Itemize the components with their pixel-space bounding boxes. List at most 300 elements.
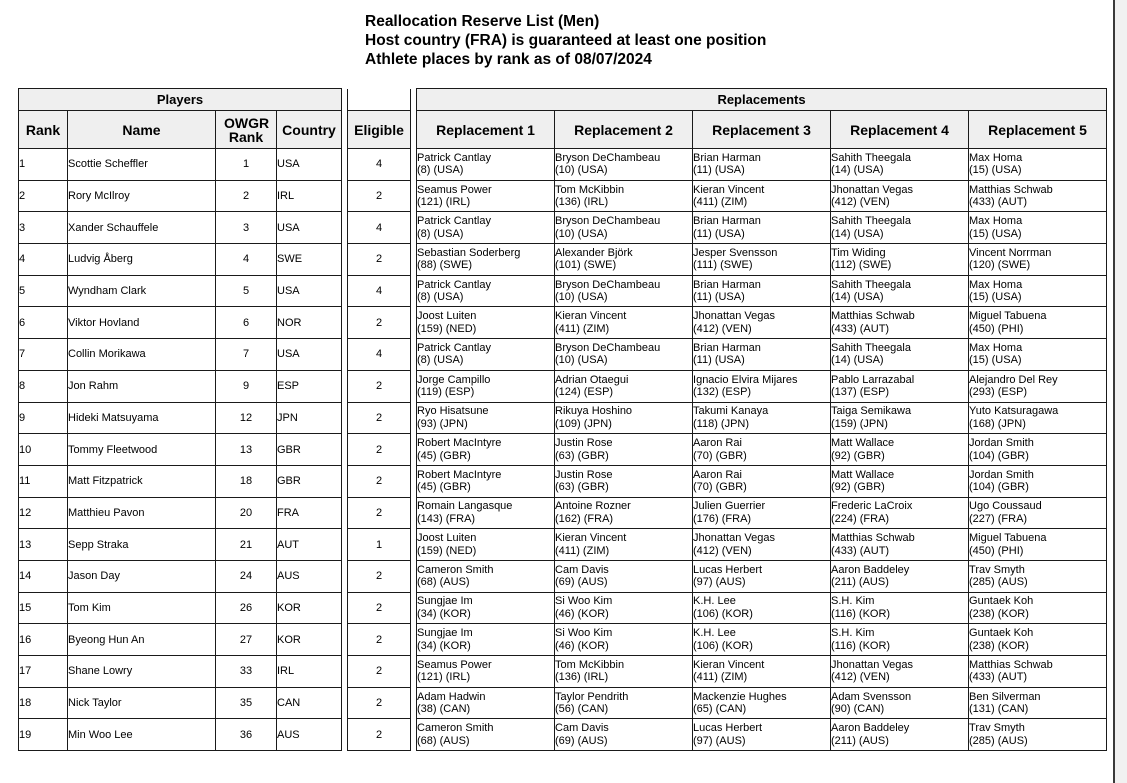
rank-cell: 8 xyxy=(19,370,68,402)
replacement-3-cell xyxy=(693,244,831,276)
replacement-5-cell xyxy=(969,719,1107,751)
replacement-name: Kieran Vincent xyxy=(693,183,765,196)
title-line-2: Host country (FRA) is guaranteed at least one position xyxy=(365,32,767,49)
replacement-rank-country: (227) (FRA) xyxy=(969,512,1028,525)
replacement-3-cell xyxy=(693,465,831,497)
replacement-5-cell xyxy=(969,212,1107,244)
title-line-3: Athlete places by rank as of 08/07/2024 xyxy=(365,51,652,68)
replacement-name: Jhonattan Vegas xyxy=(831,183,913,196)
owgr-cell: 5 xyxy=(216,275,277,307)
player-name-cell: Byeong Hun An xyxy=(68,624,216,656)
replacement-2-cell xyxy=(555,370,693,402)
replacement-name: Rikuya Hoshino xyxy=(555,405,633,418)
replacement-name: Bryson DeChambeau xyxy=(555,341,661,354)
replacement-rank-country: (65) (CAN) xyxy=(693,703,747,716)
country-cell: USA xyxy=(277,212,342,244)
replacement-rank-country: (38) (CAN) xyxy=(417,703,471,716)
replacement-name: Takumi Kanaya xyxy=(693,405,769,418)
replacement-1-cell xyxy=(417,719,555,751)
replacement-rank-country: (14) (USA) xyxy=(831,227,884,240)
replacement-rank-country: (63) (GBR) xyxy=(555,481,609,494)
owgr-cell: 7 xyxy=(216,339,277,371)
replacement-rank-country: (211) (AUS) xyxy=(831,576,889,589)
replacement-rank-country: (15) (USA) xyxy=(969,164,1022,177)
replacement-name: Kieran Vincent xyxy=(555,532,627,545)
replacement-name: Miguel Tabuena xyxy=(969,310,1047,323)
replacement-2-cell xyxy=(555,656,693,688)
replacement-name: Taiga Semikawa xyxy=(831,405,912,418)
eligible-cell: 2 xyxy=(348,402,411,434)
owgr-cell: 20 xyxy=(216,497,277,529)
replacement-4-cell xyxy=(831,434,969,466)
country-cell: FRA xyxy=(277,497,342,529)
player-name-cell: Matt Fitzpatrick xyxy=(68,465,216,497)
replacement-5-cell xyxy=(969,529,1107,561)
country-cell: AUT xyxy=(277,529,342,561)
replacement-1-cell xyxy=(417,497,555,529)
replacement-name: Guntaek Koh xyxy=(969,627,1034,640)
player-name-cell: Matthieu Pavon xyxy=(68,497,216,529)
replacement-name: Seamus Power xyxy=(417,183,492,196)
country-cell: AUS xyxy=(277,719,342,751)
replacement-rank-country: (136) (IRL) xyxy=(555,196,609,209)
replacement-1-cell xyxy=(417,624,555,656)
rank-cell: 17 xyxy=(19,656,68,688)
replacement-name: Brian Harman xyxy=(693,215,761,228)
table-row xyxy=(19,560,1107,592)
replacement-5-cell xyxy=(969,434,1107,466)
replacement-name: Ben Silverman xyxy=(969,690,1041,703)
replacement-name: Adrian Otaegui xyxy=(555,373,629,386)
owgr-header: OWGR Rank xyxy=(216,111,277,149)
replacement-name: Lucas Herbert xyxy=(693,722,763,735)
replacement-rank-country: (11) (USA) xyxy=(693,227,745,240)
replacement-rank-country: (162) (FRA) xyxy=(555,512,614,525)
replacement-rank-country: (121) (IRL) xyxy=(417,671,471,684)
replacement-4-cell xyxy=(831,497,969,529)
country-cell: USA xyxy=(277,339,342,371)
table-row xyxy=(19,244,1107,276)
replacement-1-cell xyxy=(417,434,555,466)
replacement-rank-country: (121) (IRL) xyxy=(417,196,471,209)
replacement-name: Ryo Hisatsune xyxy=(417,405,489,418)
country-cell: CAN xyxy=(277,687,342,719)
replacement-2-cell xyxy=(555,719,693,751)
replacement-rank-country: (11) (USA) xyxy=(693,291,745,304)
replacement-rank-country: (70) (GBR) xyxy=(693,481,747,494)
replacement-name: Aaron Baddeley xyxy=(831,563,910,576)
replacement-2-cell xyxy=(555,529,693,561)
replacement-name: Jhonattan Vegas xyxy=(831,658,913,671)
replacement-1-cell xyxy=(417,592,555,624)
replacement-name: S.H. Kim xyxy=(831,595,875,608)
replacement-name: Kieran Vincent xyxy=(555,310,627,323)
player-name-cell: Jon Rahm xyxy=(68,370,216,402)
replacement-2-cell xyxy=(555,465,693,497)
replacement-name: K.H. Lee xyxy=(693,595,736,608)
replacement-4-cell xyxy=(831,212,969,244)
rank-cell: 5 xyxy=(19,275,68,307)
rank-cell: 14 xyxy=(19,560,68,592)
replacement-name: Vincent Norrman xyxy=(969,246,1052,259)
country-cell: AUS xyxy=(277,560,342,592)
table-row xyxy=(19,275,1107,307)
rank-header: Rank xyxy=(19,111,68,149)
replacement-rank-country: (411) (ZIM) xyxy=(693,196,748,209)
eligible-cell: 2 xyxy=(348,307,411,339)
country-cell: USA xyxy=(277,149,342,181)
rank-cell: 6 xyxy=(19,307,68,339)
eligible-cell: 2 xyxy=(348,370,411,402)
replacement-4-cell xyxy=(831,339,969,371)
replacement-rank-country: (92) (GBR) xyxy=(831,449,885,462)
owgr-cell: 36 xyxy=(216,719,277,751)
replacement-rank-country: (433) (AUT) xyxy=(969,196,1028,209)
replacement-4-cell xyxy=(831,307,969,339)
replacement-name: Matt Wallace xyxy=(831,468,895,481)
replacement-rank-country: (412) (VEN) xyxy=(693,322,752,335)
eligible-cell: 2 xyxy=(348,434,411,466)
replacement-name: Aaron Rai xyxy=(693,437,742,450)
document-title xyxy=(365,12,766,69)
replacement-rank-country: (46) (KOR) xyxy=(555,639,609,652)
replacement-rank-country: (116) (KOR) xyxy=(831,607,891,620)
replacement-3-header: Replacement 3 xyxy=(693,111,831,149)
rank-cell: 10 xyxy=(19,434,68,466)
eligible-cell: 2 xyxy=(348,560,411,592)
replacement-rank-country: (46) (KOR) xyxy=(555,607,609,620)
replacement-name: Alexander Björk xyxy=(555,246,633,259)
replacement-1-cell xyxy=(417,402,555,434)
replacement-name: Brian Harman xyxy=(693,278,761,291)
eligible-cell: 2 xyxy=(348,592,411,624)
replacement-5-cell xyxy=(969,307,1107,339)
replacement-name: Max Homa xyxy=(969,341,1023,354)
replacement-rank-country: (104) (GBR) xyxy=(969,449,1029,462)
replacement-name: Trav Smyth xyxy=(969,722,1025,735)
title-line-1: Reallocation Reserve List (Men) xyxy=(365,13,600,30)
replacement-rank-country: (97) (AUS) xyxy=(693,576,746,589)
eligible-cell: 2 xyxy=(348,719,411,751)
replacement-rank-country: (159) (JPN) xyxy=(831,417,888,430)
player-name-cell: Viktor Hovland xyxy=(68,307,216,339)
eligible-cell: 2 xyxy=(348,497,411,529)
replacement-rank-country: (411) (ZIM) xyxy=(555,322,610,335)
replacement-2-cell xyxy=(555,275,693,307)
eligible-cell: 2 xyxy=(348,624,411,656)
name-header: Name xyxy=(68,111,216,149)
rank-cell: 7 xyxy=(19,339,68,371)
replacement-2-cell xyxy=(555,402,693,434)
replacement-5-cell xyxy=(969,339,1107,371)
replacement-4-cell xyxy=(831,149,969,181)
replacement-name: Cam Davis xyxy=(555,563,609,576)
replacement-rank-country: (8) (USA) xyxy=(417,354,464,367)
replacement-name: Max Homa xyxy=(969,278,1023,291)
country-cell: NOR xyxy=(277,307,342,339)
rank-cell: 13 xyxy=(19,529,68,561)
replacement-rank-country: (433) (AUT) xyxy=(969,671,1028,684)
country-cell: ESP xyxy=(277,370,342,402)
replacement-rank-country: (136) (IRL) xyxy=(555,671,609,684)
replacement-5-cell xyxy=(969,687,1107,719)
player-name-cell: Min Woo Lee xyxy=(68,719,216,751)
replacement-name: Patrick Cantlay xyxy=(417,278,491,291)
replacement-name: Sahith Theegala xyxy=(831,151,911,164)
replacement-rank-country: (238) (KOR) xyxy=(969,639,1029,652)
replacement-1-cell xyxy=(417,465,555,497)
player-name-cell: Ludvig Åberg xyxy=(68,244,216,276)
owgr-cell: 2 xyxy=(216,180,277,212)
replacement-3-cell xyxy=(693,624,831,656)
rank-cell: 16 xyxy=(19,624,68,656)
replacement-2-header: Replacement 2 xyxy=(555,111,693,149)
replacement-name: Brian Harman xyxy=(693,341,761,354)
eligible-cell: 4 xyxy=(348,212,411,244)
replacement-name: Si Woo Kim xyxy=(555,627,613,640)
player-name-cell: Hideki Matsuyama xyxy=(68,402,216,434)
replacement-name: Seamus Power xyxy=(417,658,492,671)
owgr-cell: 6 xyxy=(216,307,277,339)
replacement-name: Aaron Rai xyxy=(693,468,742,481)
replacement-rank-country: (10) (USA) xyxy=(555,164,608,177)
replacement-2-cell xyxy=(555,434,693,466)
replacement-rank-country: (137) (ESP) xyxy=(831,386,890,399)
owgr-cell: 12 xyxy=(216,402,277,434)
replacement-4-cell xyxy=(831,275,969,307)
replacement-rank-country: (88) (SWE) xyxy=(417,259,473,272)
replacement-rank-country: (118) (JPN) xyxy=(693,417,750,430)
table-row xyxy=(19,370,1107,402)
player-name-cell: Shane Lowry xyxy=(68,656,216,688)
replacement-3-cell xyxy=(693,275,831,307)
replacement-name: Lucas Herbert xyxy=(693,563,763,576)
replacement-2-cell xyxy=(555,339,693,371)
replacement-3-cell xyxy=(693,497,831,529)
table-row xyxy=(19,529,1107,561)
replacement-5-cell xyxy=(969,370,1107,402)
replacement-4-cell xyxy=(831,624,969,656)
owgr-cell: 26 xyxy=(216,592,277,624)
eligible-cell: 2 xyxy=(348,465,411,497)
replacement-rank-country: (101) (SWE) xyxy=(555,259,617,272)
replacement-2-cell xyxy=(555,307,693,339)
replacement-1-header: Replacement 1 xyxy=(417,111,555,149)
replacement-name: Max Homa xyxy=(969,151,1023,164)
eligible-header: Eligible xyxy=(348,111,411,149)
replacement-4-header: Replacement 4 xyxy=(831,111,969,149)
replacement-3-cell xyxy=(693,402,831,434)
replacement-name: Jordan Smith xyxy=(969,468,1034,481)
replacement-rank-country: (11) (USA) xyxy=(693,164,745,177)
replacement-name: Sebastian Soderberg xyxy=(417,246,521,259)
replacement-2-cell xyxy=(555,687,693,719)
table-row xyxy=(19,465,1107,497)
replacement-rank-country: (97) (AUS) xyxy=(693,734,746,747)
replacement-1-cell xyxy=(417,149,555,181)
replacement-1-cell xyxy=(417,339,555,371)
replacement-name: Ugo Coussaud xyxy=(969,500,1042,513)
owgr-cell: 33 xyxy=(216,656,277,688)
player-name-cell: Tom Kim xyxy=(68,592,216,624)
replacement-2-cell xyxy=(555,624,693,656)
reserve-list-table xyxy=(18,88,1107,751)
table-row xyxy=(19,434,1107,466)
player-name-cell: Sepp Straka xyxy=(68,529,216,561)
replacement-3-cell xyxy=(693,370,831,402)
table-row xyxy=(19,212,1107,244)
replacement-name: Taylor Pendrith xyxy=(555,690,629,703)
replacement-name: Matt Wallace xyxy=(831,437,895,450)
replacement-3-cell xyxy=(693,212,831,244)
country-cell: USA xyxy=(277,275,342,307)
replacement-5-cell xyxy=(969,244,1107,276)
replacement-rank-country: (119) (ESP) xyxy=(417,386,475,399)
replacement-name: Sahith Theegala xyxy=(831,278,911,291)
table-row xyxy=(19,149,1107,181)
country-cell: JPN xyxy=(277,402,342,434)
player-name-cell: Collin Morikawa xyxy=(68,339,216,371)
replacement-4-cell xyxy=(831,560,969,592)
replacement-2-cell xyxy=(555,244,693,276)
replacement-rank-country: (14) (USA) xyxy=(831,354,884,367)
replacement-4-cell xyxy=(831,180,969,212)
replacement-3-cell xyxy=(693,149,831,181)
table-row xyxy=(19,592,1107,624)
replacement-4-cell xyxy=(831,370,969,402)
replacement-rank-country: (69) (AUS) xyxy=(555,734,608,747)
rank-cell: 3 xyxy=(19,212,68,244)
replacement-name: Si Woo Kim xyxy=(555,595,613,608)
replacement-5-cell xyxy=(969,465,1107,497)
replacement-rank-country: (176) (FRA) xyxy=(693,512,752,525)
eligible-cell: 4 xyxy=(348,149,411,181)
replacement-rank-country: (8) (USA) xyxy=(417,227,464,240)
replacement-2-cell xyxy=(555,149,693,181)
replacement-name: Julien Guerrier xyxy=(693,500,766,513)
replacement-5-cell xyxy=(969,592,1107,624)
replacement-5-cell xyxy=(969,402,1107,434)
country-cell: KOR xyxy=(277,592,342,624)
replacement-rank-country: (238) (KOR) xyxy=(969,607,1029,620)
replacement-1-cell xyxy=(417,529,555,561)
replacement-rank-country: (11) (USA) xyxy=(693,354,745,367)
replacement-name: Matthias Schwab xyxy=(969,658,1053,671)
replacement-rank-country: (116) (KOR) xyxy=(831,639,891,652)
rank-cell: 4 xyxy=(19,244,68,276)
replacement-1-cell xyxy=(417,275,555,307)
replacement-rank-country: (433) (AUT) xyxy=(831,544,890,557)
replacement-rank-country: (411) (ZIM) xyxy=(693,671,748,684)
replacement-4-cell xyxy=(831,687,969,719)
replacement-1-cell xyxy=(417,180,555,212)
table-row xyxy=(19,307,1107,339)
replacement-rank-country: (293) (ESP) xyxy=(969,386,1028,399)
replacement-name: Patrick Cantlay xyxy=(417,215,491,228)
replacement-name: Joost Luiten xyxy=(417,310,477,323)
replacement-1-cell xyxy=(417,212,555,244)
replacement-rank-country: (63) (GBR) xyxy=(555,449,609,462)
players-group-header: Players xyxy=(19,89,342,111)
player-name-cell: Nick Taylor xyxy=(68,687,216,719)
replacement-rank-country: (14) (USA) xyxy=(831,291,884,304)
replacement-1-cell xyxy=(417,244,555,276)
replacement-rank-country: (15) (USA) xyxy=(969,227,1022,240)
replacement-name: Cam Davis xyxy=(555,722,609,735)
replacement-name: Sungjae Im xyxy=(417,627,473,640)
rank-cell: 15 xyxy=(19,592,68,624)
replacement-rank-country: (68) (AUS) xyxy=(417,734,470,747)
replacement-rank-country: (106) (KOR) xyxy=(693,607,753,620)
table-row xyxy=(19,339,1107,371)
replacement-1-cell xyxy=(417,560,555,592)
player-name-cell: Scottie Scheffler xyxy=(68,149,216,181)
table-row xyxy=(19,687,1107,719)
replacement-name: Sungjae Im xyxy=(417,595,473,608)
replacement-rank-country: (109) (JPN) xyxy=(555,417,612,430)
replacement-4-cell xyxy=(831,465,969,497)
replacement-3-cell xyxy=(693,339,831,371)
replacement-rank-country: (14) (USA) xyxy=(831,164,884,177)
rank-cell: 9 xyxy=(19,402,68,434)
table-row xyxy=(19,497,1107,529)
eligible-cell: 2 xyxy=(348,687,411,719)
country-cell: KOR xyxy=(277,624,342,656)
replacement-rank-country: (131) (CAN) xyxy=(969,703,1029,716)
replacement-rank-country: (69) (AUS) xyxy=(555,576,608,589)
replacement-name: Adam Svensson xyxy=(831,690,912,703)
replacement-rank-country: (124) (ESP) xyxy=(555,386,614,399)
replacement-2-cell xyxy=(555,212,693,244)
owgr-cell: 9 xyxy=(216,370,277,402)
replacement-name: Antoine Rozner xyxy=(555,500,631,513)
replacement-3-cell xyxy=(693,592,831,624)
replacement-rank-country: (112) (SWE) xyxy=(831,259,892,272)
country-cell: GBR xyxy=(277,465,342,497)
replacement-rank-country: (10) (USA) xyxy=(555,291,608,304)
replacement-4-cell xyxy=(831,402,969,434)
replacement-rank-country: (34) (KOR) xyxy=(417,639,471,652)
page-margin xyxy=(1115,0,1127,783)
replacement-name: Robert MacIntyre xyxy=(417,468,502,481)
replacement-rank-country: (412) (VEN) xyxy=(693,544,752,557)
replacement-3-cell xyxy=(693,560,831,592)
replacement-name: Justin Rose xyxy=(555,468,613,481)
replacement-5-header: Replacement 5 xyxy=(969,111,1107,149)
replacement-1-cell xyxy=(417,687,555,719)
owgr-cell: 21 xyxy=(216,529,277,561)
replacement-name: S.H. Kim xyxy=(831,627,875,640)
replacement-rank-country: (450) (PHI) xyxy=(969,322,1024,335)
replacement-name: Cameron Smith xyxy=(417,722,494,735)
replacement-rank-country: (211) (AUS) xyxy=(831,734,889,747)
replacement-name: Tim Widing xyxy=(831,246,886,259)
replacement-name: Jhonattan Vegas xyxy=(693,532,775,545)
replacement-rank-country: (168) (JPN) xyxy=(969,417,1026,430)
replacement-name: Brian Harman xyxy=(693,151,761,164)
replacement-1-cell xyxy=(417,307,555,339)
replacement-rank-country: (412) (VEN) xyxy=(831,671,890,684)
replacement-name: Bryson DeChambeau xyxy=(555,151,661,164)
replacement-name: Ignacio Elvira Mijares xyxy=(693,373,798,386)
replacement-rank-country: (159) (NED) xyxy=(417,322,477,335)
replacement-2-cell xyxy=(555,592,693,624)
replacement-name: Jorge Campillo xyxy=(417,373,491,386)
replacement-name: Miguel Tabuena xyxy=(969,532,1047,545)
replacement-4-cell xyxy=(831,244,969,276)
replacement-3-cell xyxy=(693,719,831,751)
replacement-name: Mackenzie Hughes xyxy=(693,690,787,703)
